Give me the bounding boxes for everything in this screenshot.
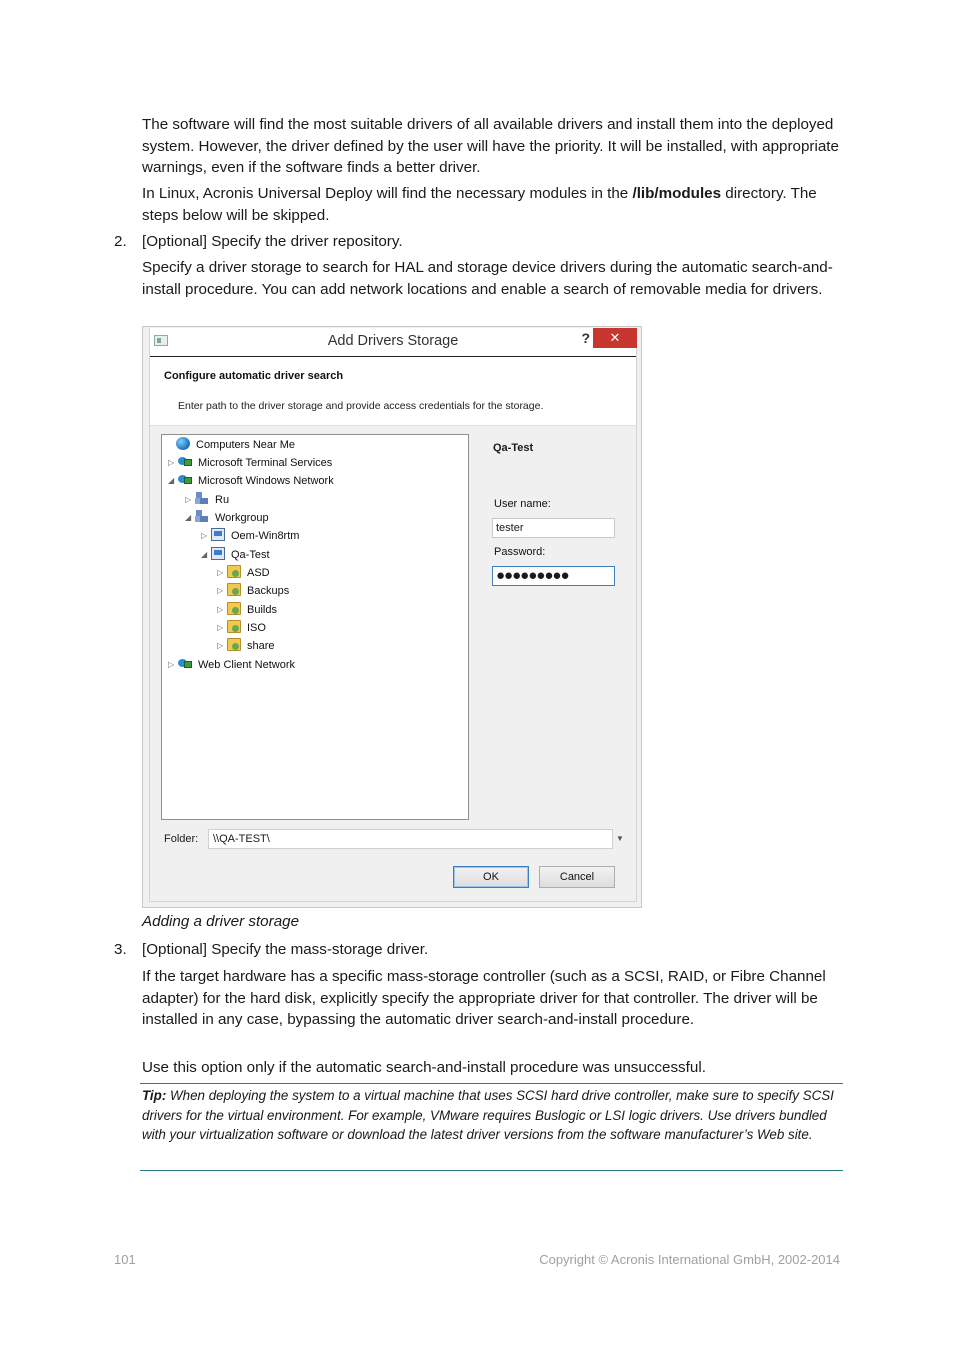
step-2-title: [Optional] Specify the driver repository. (142, 233, 403, 250)
expand-arrow-icon: ▷ (217, 641, 224, 650)
tree-node-share[interactable]: ▷ share (217, 637, 275, 655)
shared-folder-icon (227, 602, 241, 615)
workgroup-icon (195, 510, 209, 523)
step-3-number: 3. (114, 941, 127, 958)
header-title: Configure automatic driver search (164, 370, 344, 382)
folder-combobox[interactable]: \\QA-TEST\ (208, 829, 613, 849)
shared-folder-icon (227, 583, 241, 596)
network-icon (178, 473, 192, 486)
tree-node-iso[interactable]: ▷ ISO (217, 619, 266, 637)
password-field[interactable]: ●●●●●●●●● (492, 566, 615, 586)
folder-label: Folder: (164, 833, 199, 845)
shared-folder-icon (227, 565, 241, 578)
add-drivers-storage-dialog (149, 328, 637, 902)
collapse-arrow-icon: ◢ (168, 476, 175, 485)
collapse-arrow-icon: ◢ (185, 513, 192, 522)
step-3-title: [Optional] Specify the mass-storage driver. (142, 941, 429, 958)
network-icon (178, 455, 192, 468)
computer-icon (211, 528, 225, 541)
tree-node-asd[interactable]: ▷ ASD (217, 564, 270, 582)
expand-arrow-icon: ▷ (217, 623, 224, 632)
tree-node-web-client-network[interactable]: ▷ Web Client Network (168, 656, 295, 674)
header-description: Enter path to the driver storage and provide access credentials for the storage. (178, 400, 544, 412)
expand-arrow-icon: ▷ (168, 660, 175, 669)
globe-icon (176, 437, 190, 450)
step-2-description: Specify a driver storage to search for HAL and storage device drivers during the automatic search-and-install procedure. You can add network locations and enable a search of removable media for drivers. (142, 259, 833, 298)
tree-node-workgroup[interactable]: ◢ Workgroup (185, 509, 269, 527)
network-icon (178, 657, 192, 670)
tree-node-qa-test[interactable]: ◢ Qa-Test (201, 546, 270, 564)
tree-node-oem-win8rtm[interactable]: ▷ Oem-Win8rtm (201, 527, 299, 545)
ok-button[interactable]: OK (453, 866, 529, 888)
page-number: 101 (114, 1252, 136, 1267)
chevron-down-icon[interactable]: ▼ (616, 834, 624, 843)
tree-node-terminal-services[interactable]: ▷ Microsoft Terminal Services (168, 454, 332, 472)
shared-folder-icon (227, 620, 241, 633)
collapse-arrow-icon: ◢ (201, 550, 208, 559)
username-label: User name: (494, 498, 551, 510)
tip-text: Tip: When deploying the system to a virtual machine that uses SCSI hard drive controller, make sure to specify SCSI drivers for the virtual environment. For example, VMware requires Buslogic or LSI logic drivers. Use drivers bundled with your virtualization software or download the latest driver versions from the software manufacturer’s Web site. (142, 1088, 834, 1143)
workgroup-icon (195, 492, 209, 505)
dialog-screenshot (142, 326, 642, 908)
expand-arrow-icon: ▷ (201, 531, 208, 540)
tree-node-windows-network[interactable]: ◢ Microsoft Windows Network (168, 472, 334, 490)
expand-arrow-icon: ▷ (217, 586, 224, 595)
username-field[interactable]: tester (492, 518, 615, 538)
expand-arrow-icon: ▷ (168, 458, 175, 467)
close-button[interactable]: ✕ (593, 328, 637, 348)
dialog-titlebar (150, 328, 636, 356)
dialog-header (150, 356, 636, 426)
tree-node-builds[interactable]: ▷ Builds (217, 601, 277, 619)
expand-arrow-icon: ▷ (217, 605, 224, 614)
expand-arrow-icon: ▷ (217, 568, 224, 577)
paragraph-driver-priority: The software will find the most suitable drivers of all available drivers and install them into the deployed system. However, the driver defined by the user will have the priority. It will be installed, with appropriate warnings, even if the software finds a better driver. (142, 116, 839, 177)
tip-box (140, 1083, 843, 1171)
figure-caption: Adding a driver storage (142, 913, 300, 930)
cancel-button[interactable]: Cancel (539, 866, 615, 888)
step-3-description: If the target hardware has a specific mass-storage controller (such as a SCSI, RAID, or Fibre Channel adapter) for the hard disk, explicitly specify the appropriate driver for that controller. The driver will be installed in any case, bypassing the automatic driver search-and-install procedure. (142, 968, 826, 1029)
network-tree[interactable] (161, 434, 469, 820)
paragraph-linux-note: In Linux, Acronis Universal Deploy will find the necessary modules in the /lib/modules directory. The steps below will be skipped. (142, 185, 817, 224)
selected-host-label: Qa-Test (493, 442, 534, 454)
computer-icon (211, 547, 225, 560)
tree-node-ru[interactable]: ▷ Ru (185, 491, 229, 509)
expand-arrow-icon: ▷ (185, 495, 192, 504)
password-label: Password: (494, 546, 546, 558)
step-2-number: 2. (114, 233, 127, 250)
tree-node-computers-near-me[interactable]: Computers Near Me (166, 436, 295, 454)
help-button[interactable]: ? (581, 330, 590, 346)
step-3-note: Use this option only if the automatic search-and-install procedure was unsuccessful. (142, 1059, 706, 1076)
tree-node-backups[interactable]: ▷ Backups (217, 582, 289, 600)
shared-folder-icon (227, 638, 241, 651)
copyright-notice: Copyright © Acronis International GmbH, 2002-2014 (539, 1252, 840, 1267)
dialog-title: Add Drivers Storage (327, 333, 459, 349)
